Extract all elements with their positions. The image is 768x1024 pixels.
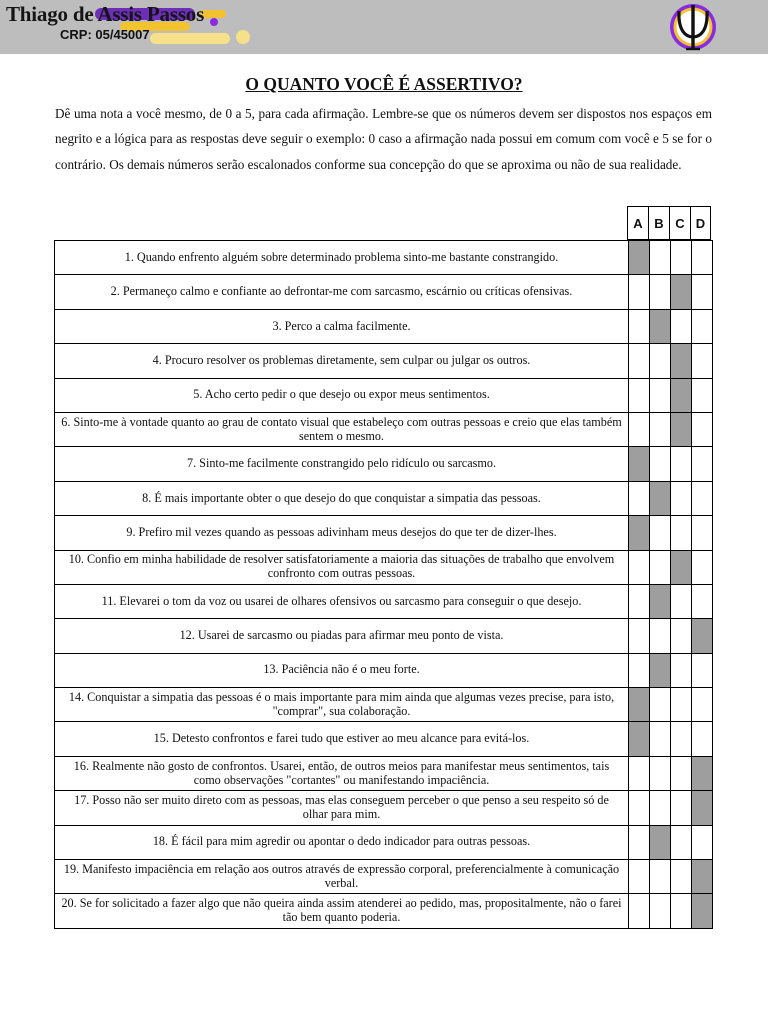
table-row: [55, 309, 713, 343]
table-row: [55, 619, 713, 653]
answer-cell-a-shaded[interactable]: [629, 516, 650, 550]
question-text: 19. Manifesto impaciência em relação aos outros através de expressão corporal, preferencialmente à comunicação verbal.: [55, 860, 629, 894]
answer-cell-c[interactable]: [671, 825, 692, 859]
answer-cell-d[interactable]: [692, 516, 713, 550]
question-text: 7. Sinto-me facilmente constrangido pelo ridículo ou sarcasmo.: [55, 447, 629, 481]
answer-cell-d[interactable]: [692, 447, 713, 481]
answer-cell-b[interactable]: [650, 344, 671, 378]
answer-cell-d[interactable]: [692, 825, 713, 859]
question-text: 15. Detesto confrontos e farei tudo que estiver ao meu alcance para evitá-los.: [55, 722, 629, 756]
answer-cell-a[interactable]: [629, 825, 650, 859]
answer-cell-b[interactable]: [650, 516, 671, 550]
question-text: 16. Realmente não gosto de confrontos. Usarei, então, de outros meios para manifestar meus sentimentos, tais como observações "cortantes" ou manifestando impaciência.: [55, 756, 629, 790]
table-row: [55, 894, 713, 928]
answer-cell-a[interactable]: [629, 791, 650, 825]
answer-cell-b[interactable]: [650, 412, 671, 446]
answer-cell-c[interactable]: [671, 481, 692, 515]
table-row: [55, 756, 713, 790]
column-header-d: D: [690, 206, 711, 240]
table-row: [55, 344, 713, 378]
answer-cell-a[interactable]: [629, 378, 650, 412]
table-row: [55, 412, 713, 446]
answer-cell-a[interactable]: [629, 756, 650, 790]
table-row: [55, 516, 713, 550]
answer-cell-a[interactable]: [629, 653, 650, 687]
answer-cell-d[interactable]: [692, 653, 713, 687]
answer-cell-b[interactable]: [650, 860, 671, 894]
answer-cell-c-shaded[interactable]: [671, 412, 692, 446]
answer-cell-a[interactable]: [629, 309, 650, 343]
question-text: 8. É mais importante obter o que desejo do que conquistar a simpatia das pessoas.: [55, 481, 629, 515]
answer-cell-a-shaded[interactable]: [629, 241, 650, 275]
question-text: 6. Sinto-me à vontade quanto ao grau de contato visual que estabeleço com outras pessoas e creio que elas também sentem o mesmo.: [55, 412, 629, 446]
answer-cell-b-shaded[interactable]: [650, 653, 671, 687]
table-row: [55, 722, 713, 756]
answer-cell-b[interactable]: [650, 688, 671, 722]
answer-cell-a[interactable]: [629, 894, 650, 928]
table-row: [55, 241, 713, 275]
question-text: 10. Confio em minha habilidade de resolver satisfatoriamente a maioria das situações de trabalho que envolvem confronto com outras pessoas.: [55, 550, 629, 584]
column-header-c: C: [669, 206, 690, 240]
answer-cell-a[interactable]: [629, 860, 650, 894]
table-row: [55, 550, 713, 584]
answer-cell-c-shaded[interactable]: [671, 344, 692, 378]
answer-cell-a-shaded[interactable]: [629, 722, 650, 756]
answer-cell-a[interactable]: [629, 584, 650, 618]
decorative-stripe: [150, 33, 230, 44]
answer-cell-b-shaded[interactable]: [650, 825, 671, 859]
answer-cell-d-shaded[interactable]: [692, 756, 713, 790]
answer-cell-c[interactable]: [671, 653, 692, 687]
question-text: 13. Paciência não é o meu forte.: [55, 653, 629, 687]
answer-cell-b[interactable]: [650, 241, 671, 275]
answer-cell-a[interactable]: [629, 550, 650, 584]
answer-cell-d[interactable]: [692, 309, 713, 343]
answer-cell-c[interactable]: [671, 309, 692, 343]
answer-cell-d[interactable]: [692, 412, 713, 446]
answer-cell-d[interactable]: [692, 584, 713, 618]
answer-cell-d[interactable]: [692, 241, 713, 275]
answer-columns-header: [627, 206, 711, 240]
answer-cell-d[interactable]: [692, 378, 713, 412]
question-text: 9. Prefiro mil vezes quando as pessoas adivinham meus desejos do que ter de dizer-lhes.: [55, 516, 629, 550]
answer-cell-b[interactable]: [650, 722, 671, 756]
question-text: 14. Conquistar a simpatia das pessoas é o mais importante para mim ainda que algumas vezes precise, para isto, "comprar", sua colaboração.: [55, 688, 629, 722]
answer-cell-d-shaded[interactable]: [692, 894, 713, 928]
answer-cell-c[interactable]: [671, 756, 692, 790]
question-text: 18. É fácil para mim agredir ou apontar o dedo indicador para outras pessoas.: [55, 825, 629, 859]
table-row: [55, 481, 713, 515]
answer-cell-b-shaded[interactable]: [650, 584, 671, 618]
decorative-dot: [210, 18, 218, 26]
answer-cell-b[interactable]: [650, 791, 671, 825]
answer-cell-d-shaded[interactable]: [692, 791, 713, 825]
question-text: 5. Acho certo pedir o que desejo ou expor meus sentimentos.: [55, 378, 629, 412]
answer-cell-b-shaded[interactable]: [650, 309, 671, 343]
column-header-b: B: [648, 206, 669, 240]
answer-cell-b[interactable]: [650, 550, 671, 584]
answer-cell-c[interactable]: [671, 894, 692, 928]
answer-cell-b[interactable]: [650, 619, 671, 653]
answer-cell-c[interactable]: [671, 584, 692, 618]
psi-symbol-icon: [666, 1, 720, 53]
table-row: [55, 275, 713, 309]
answer-cell-c[interactable]: [671, 722, 692, 756]
answer-cell-c[interactable]: [671, 241, 692, 275]
table-row: [55, 584, 713, 618]
answer-cell-c-shaded[interactable]: [671, 378, 692, 412]
instructions-paragraph: Dê uma nota a você mesmo, de 0 a 5, para cada afirmação. Lembre-se que os números devem ser dispostos nos espaços em negrito e a lógica para as respostas deve seguir o exemplo: 0 caso a afirmação nada possui em comum com você e 5 se for o contrário. Os demais números serão escalonados conforme sua concepção do que se aproxima ou não de sua realidade.: [55, 106, 712, 172]
answer-cell-d[interactable]: [692, 688, 713, 722]
answer-cell-c[interactable]: [671, 516, 692, 550]
answer-cell-d[interactable]: [692, 344, 713, 378]
question-text: 11. Elevarei o tom da voz ou usarei de olhares ofensivos ou sarcasmo para conseguir o que desejo.: [55, 584, 629, 618]
answer-cell-d-shaded[interactable]: [692, 619, 713, 653]
answer-cell-a[interactable]: [629, 344, 650, 378]
answer-cell-c[interactable]: [671, 447, 692, 481]
answer-cell-d[interactable]: [692, 722, 713, 756]
answer-cell-a[interactable]: [629, 619, 650, 653]
answer-cell-b[interactable]: [650, 447, 671, 481]
column-header-a: A: [627, 206, 648, 240]
answer-cell-c-shaded[interactable]: [671, 275, 692, 309]
answer-cell-a-shaded[interactable]: [629, 447, 650, 481]
answer-cell-a-shaded[interactable]: [629, 688, 650, 722]
answer-cell-a[interactable]: [629, 412, 650, 446]
answer-cell-d[interactable]: [692, 275, 713, 309]
table-row: [55, 860, 713, 894]
question-text: 3. Perco a calma facilmente.: [55, 309, 629, 343]
answer-cell-b[interactable]: [650, 275, 671, 309]
question-text: 2. Permaneço calmo e confiante ao defrontar-me com sarcasmo, escárnio ou críticas ofensivas.: [55, 275, 629, 309]
author-crp: CRP: 05/45007: [60, 27, 150, 42]
question-text: 12. Usarei de sarcasmo ou piadas para afirmar meu ponto de vista.: [55, 619, 629, 653]
answer-cell-c[interactable]: [671, 688, 692, 722]
answer-cell-c[interactable]: [671, 791, 692, 825]
answer-cell-b[interactable]: [650, 894, 671, 928]
question-text: 20. Se for solicitado a fazer algo que não queira ainda assim atenderei ao pedido, mas, propositalmente, não o farei tão bem quanto poderia.: [55, 894, 629, 928]
answer-cell-c[interactable]: [671, 860, 692, 894]
answer-cell-d-shaded[interactable]: [692, 860, 713, 894]
page-title: O QUANTO VOCÊ É ASSERTIVO?: [245, 74, 523, 94]
answer-cell-b-shaded[interactable]: [650, 481, 671, 515]
answer-cell-a[interactable]: [629, 275, 650, 309]
table-row: [55, 688, 713, 722]
question-text: 1. Quando enfrento alguém sobre determinado problema sinto-me bastante constrangido.: [55, 241, 629, 275]
answer-cell-c[interactable]: [671, 619, 692, 653]
answer-cell-c-shaded[interactable]: [671, 550, 692, 584]
answer-cell-a[interactable]: [629, 481, 650, 515]
answer-cell-b[interactable]: [650, 756, 671, 790]
table-row: [55, 825, 713, 859]
table-row: [55, 447, 713, 481]
answer-cell-b[interactable]: [650, 378, 671, 412]
question-text: 4. Procuro resolver os problemas diretamente, sem culpar ou julgar os outros.: [55, 344, 629, 378]
page-header: [0, 0, 768, 54]
question-text: 17. Posso não ser muito direto com as pessoas, mas elas conseguem perceber o que penso a seu respeito só de olhar para mim.: [55, 791, 629, 825]
table-row: [55, 378, 713, 412]
answer-cell-d[interactable]: [692, 550, 713, 584]
table-row: [55, 791, 713, 825]
questionnaire-table: [54, 240, 713, 929]
author-name: Thiago de Assis Passos: [6, 2, 205, 26]
table-row: [55, 653, 713, 687]
answer-cell-d[interactable]: [692, 481, 713, 515]
decorative-dot: [236, 30, 250, 44]
